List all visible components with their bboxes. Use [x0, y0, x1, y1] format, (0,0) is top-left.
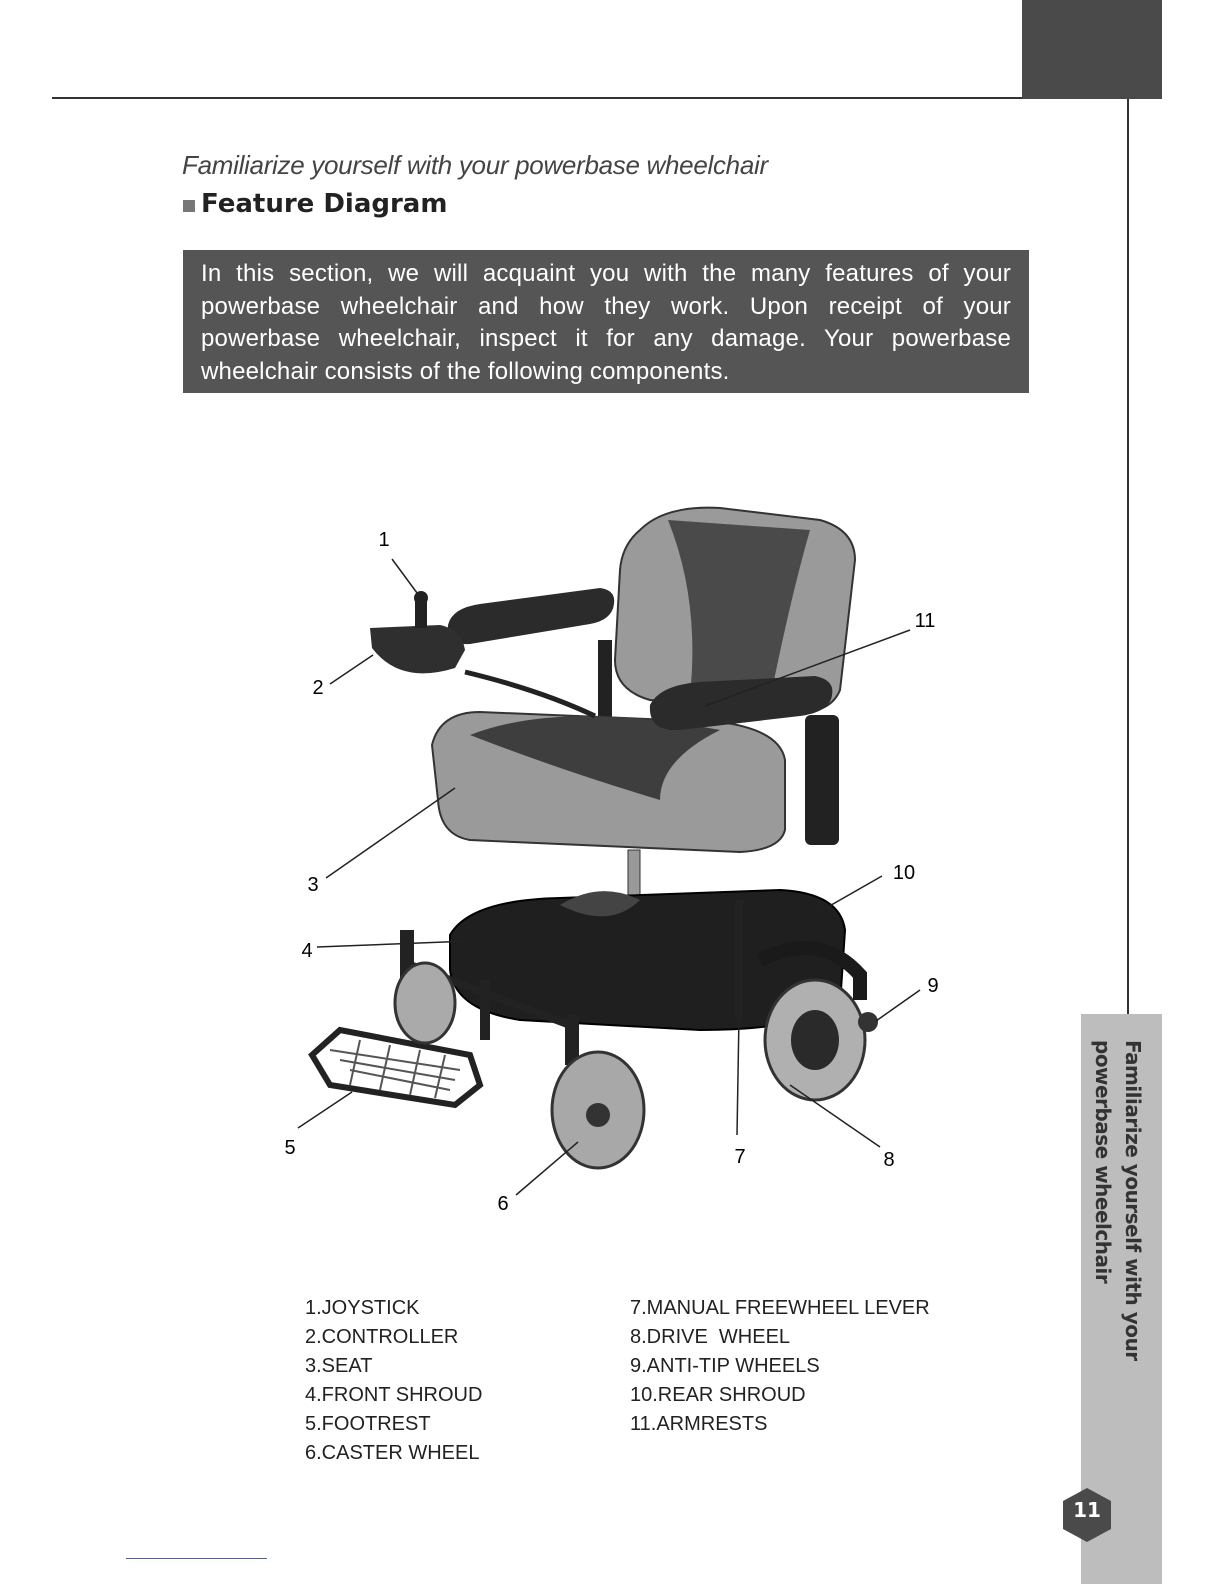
- section-tab-label: Familiarize yourself with your powerbase wheelchair: [1091, 1040, 1145, 1361]
- legend-item: 2.CONTROLLER: [305, 1326, 459, 1348]
- legend-item: 4.FRONT SHROUD: [305, 1384, 483, 1406]
- legend-item: 10.REAR SHROUD: [630, 1384, 806, 1406]
- legend-item: 1.JOYSTICK: [305, 1297, 420, 1319]
- callout-label: 5: [284, 1137, 296, 1159]
- page-title: Feature Diagram: [201, 189, 448, 219]
- legend-item: 8.DRIVE WHEEL: [630, 1326, 791, 1348]
- callout-label: 4: [301, 940, 313, 962]
- callout-label: 11: [914, 610, 936, 632]
- wheelchair-illustration: [312, 508, 878, 1168]
- callout-label: 1: [378, 529, 390, 551]
- legend-item: 11.ARMRESTS: [630, 1413, 768, 1435]
- callout-label: 6: [497, 1193, 509, 1215]
- intro-text: In this section, we will acquaint you with the many features of your powerbase wheelchair and how they work. Upon receipt of your powerbase wheelchair, inspect it for any damage. Your powerbase wheelchair consists of the following components.: [201, 260, 1011, 385]
- legend-item: 3.SEAT: [305, 1355, 373, 1377]
- callout-label: 3: [307, 874, 319, 896]
- callout-label: 9: [927, 975, 939, 997]
- legend-item: 9.ANTI-TIP WHEELS: [630, 1355, 820, 1377]
- callout-label: 7: [734, 1146, 746, 1168]
- page-number: 11: [1073, 1498, 1101, 1522]
- footnote-rule: [126, 1558, 267, 1559]
- legend-left: [305, 1294, 482, 1468]
- legend-right: [630, 1294, 930, 1439]
- callout-label: 10: [892, 862, 916, 884]
- legend-item: 6.CASTER WHEEL: [305, 1442, 480, 1464]
- callout-label: 8: [883, 1149, 895, 1171]
- legend-item: 7.MANUAL FREEWHEEL LEVER: [630, 1297, 930, 1319]
- legend-item: 5.FOOTREST: [305, 1413, 431, 1435]
- callout-label: 2: [312, 677, 324, 699]
- page-subtitle: Familiarize yourself with your powerbase wheelchair: [182, 150, 768, 180]
